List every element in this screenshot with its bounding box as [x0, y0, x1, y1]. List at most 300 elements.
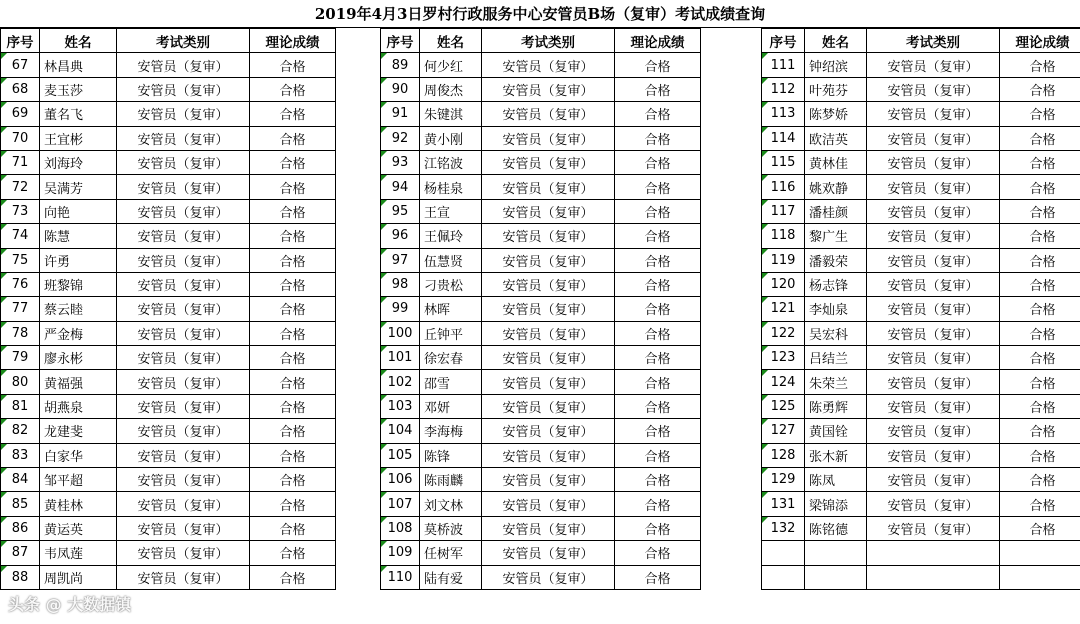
row-name[interactable]: 黄桂林	[40, 492, 117, 516]
row-name[interactable]: 黄林佳	[805, 150, 867, 174]
row-name[interactable]: 吴满芳	[40, 175, 117, 199]
cell-indicator-icon	[1, 249, 7, 255]
row-category[interactable]: 安管员（复审）	[867, 126, 1000, 150]
row-name[interactable]: 黄小刚	[420, 126, 482, 150]
cell-indicator-icon	[1, 102, 7, 108]
row-result[interactable]: 合格	[250, 492, 336, 516]
row-result[interactable]: 合格	[1000, 77, 1080, 101]
row-number[interactable]	[381, 53, 420, 77]
row-result[interactable]: 合格	[1000, 53, 1080, 77]
row-number-text: 123	[770, 350, 796, 366]
row-category[interactable]: 安管员（复审）	[117, 565, 250, 589]
row-category[interactable]: 安管员（复审）	[117, 199, 250, 223]
table-row	[762, 53, 1080, 77]
cell-indicator-icon	[1, 273, 7, 279]
row-number[interactable]	[381, 370, 420, 394]
row-number[interactable]	[1, 565, 40, 589]
row-category[interactable]: 安管员（复审）	[117, 443, 250, 467]
row-name[interactable]: 王宣	[420, 199, 482, 223]
row-number[interactable]	[381, 297, 420, 321]
row-category[interactable]: 安管员（复审）	[482, 248, 615, 272]
row-result[interactable]: 合格	[1000, 297, 1080, 321]
row-category[interactable]: 安管员（复审）	[867, 321, 1000, 345]
cell-indicator-icon	[1, 175, 7, 181]
row-number[interactable]	[381, 443, 420, 467]
row-category[interactable]: 安管员（复审）	[867, 346, 1000, 370]
row-number[interactable]	[381, 346, 420, 370]
row-name[interactable]: 邵雪	[420, 370, 482, 394]
row-result[interactable]: 合格	[250, 516, 336, 540]
row-category[interactable]: 安管员（复审）	[482, 516, 615, 540]
row-number[interactable]	[381, 321, 420, 345]
row-result[interactable]: 合格	[615, 102, 701, 126]
row-category[interactable]: 安管员（复审）	[117, 492, 250, 516]
row-number[interactable]	[1, 516, 40, 540]
row-result[interactable]: 合格	[615, 77, 701, 101]
row-number[interactable]	[1, 150, 40, 174]
row-result[interactable]: 合格	[615, 248, 701, 272]
row-number[interactable]	[762, 321, 805, 345]
row-category[interactable]: 安管员（复审）	[482, 468, 615, 492]
row-category[interactable]: 安管员（复审）	[117, 346, 250, 370]
row-number-text: 117	[770, 203, 796, 219]
row-number[interactable]	[381, 175, 420, 199]
row-result[interactable]: 合格	[1000, 419, 1080, 443]
row-result[interactable]: 合格	[615, 516, 701, 540]
row-result[interactable]: 合格	[250, 394, 336, 418]
row-category[interactable]: 安管员（复审）	[867, 297, 1000, 321]
row-result[interactable]: 合格	[1000, 150, 1080, 174]
row-category[interactable]: 安管员（复审）	[482, 272, 615, 296]
row-number[interactable]	[381, 126, 420, 150]
row-result[interactable]: 合格	[250, 321, 336, 345]
row-number[interactable]	[1, 224, 40, 248]
row-category[interactable]: 安管员（复审）	[867, 492, 1000, 516]
row-category[interactable]: 安管员（复审）	[117, 77, 250, 101]
row-name[interactable]: 王佩玲	[420, 224, 482, 248]
row-number[interactable]	[381, 492, 420, 516]
row-category[interactable]: 安管员（复审）	[482, 126, 615, 150]
row-number-text: 85	[11, 496, 29, 512]
table-row	[381, 419, 701, 443]
row-number[interactable]	[381, 541, 420, 565]
row-name[interactable]: 朱荣兰	[805, 370, 867, 394]
row-result[interactable]: 合格	[250, 370, 336, 394]
row-result[interactable]: 合格	[250, 199, 336, 223]
row-result[interactable]: 合格	[615, 321, 701, 345]
row-category[interactable]: 安管员（复审）	[482, 77, 615, 101]
row-number[interactable]	[1, 370, 40, 394]
row-number[interactable]	[762, 370, 805, 394]
row-result[interactable]: 合格	[250, 53, 336, 77]
row-result[interactable]: 合格	[250, 126, 336, 150]
row-result[interactable]: 合格	[615, 53, 701, 77]
row-name[interactable]: 麦玉莎	[40, 77, 117, 101]
row-name[interactable]: 黄福强	[40, 370, 117, 394]
row-number[interactable]	[762, 126, 805, 150]
row-number[interactable]	[381, 102, 420, 126]
row-category[interactable]: 安管员（复审）	[867, 150, 1000, 174]
row-result[interactable]: 合格	[615, 297, 701, 321]
row-number[interactable]	[1, 492, 40, 516]
row-number[interactable]	[381, 199, 420, 223]
row-name[interactable]: 周俊杰	[420, 77, 482, 101]
row-number[interactable]	[1, 77, 40, 101]
row-number[interactable]	[381, 224, 420, 248]
row-result[interactable]: 合格	[615, 370, 701, 394]
row-number[interactable]	[762, 248, 805, 272]
row-number[interactable]	[762, 199, 805, 223]
row-name[interactable]: 任树军	[420, 541, 482, 565]
row-name[interactable]: 江铭波	[420, 150, 482, 174]
row-category[interactable]: 安管员（复审）	[482, 53, 615, 77]
row-name[interactable]: 龙建斐	[40, 419, 117, 443]
row-category[interactable]: 安管员（复审）	[482, 297, 615, 321]
row-number[interactable]	[762, 297, 805, 321]
row-result[interactable]: 合格	[250, 77, 336, 101]
row-category[interactable]: 安管员（复审）	[482, 370, 615, 394]
row-number[interactable]	[762, 150, 805, 174]
cell-indicator-icon	[762, 468, 768, 474]
row-number[interactable]	[1, 419, 40, 443]
row-number[interactable]	[381, 77, 420, 101]
row-category[interactable]: 安管员（复审）	[117, 370, 250, 394]
row-number-text: 109	[387, 545, 413, 561]
row-result[interactable]: 合格	[1000, 492, 1080, 516]
row-category[interactable]: 安管员（复审）	[482, 224, 615, 248]
cell-indicator-icon	[762, 444, 768, 450]
cell-indicator-icon	[762, 419, 768, 425]
cell-indicator-icon	[381, 492, 387, 498]
row-name[interactable]	[805, 541, 867, 565]
row-name[interactable]: 陈慧	[40, 224, 117, 248]
row-category[interactable]: 安管员（复审）	[117, 102, 250, 126]
row-result[interactable]: 合格	[250, 224, 336, 248]
row-result[interactable]: 合格	[1000, 516, 1080, 540]
row-category[interactable]: 安管员（复审）	[482, 199, 615, 223]
row-number[interactable]	[381, 248, 420, 272]
row-name[interactable]: 蔡云睦	[40, 297, 117, 321]
row-category[interactable]: 安管员（复审）	[482, 346, 615, 370]
row-category[interactable]: 安管员（复审）	[117, 53, 250, 77]
row-number[interactable]	[762, 53, 805, 77]
row-result[interactable]: 合格	[250, 565, 336, 589]
cell-indicator-icon	[762, 492, 768, 498]
row-number[interactable]	[762, 346, 805, 370]
row-name[interactable]: 丘钟平	[420, 321, 482, 345]
row-result[interactable]: 合格	[250, 150, 336, 174]
row-number-text: 115	[770, 155, 796, 171]
row-number-text: 82	[11, 423, 29, 439]
row-category[interactable]: 安管员（复审）	[117, 541, 250, 565]
row-category[interactable]: 安管员（复审）	[867, 77, 1000, 101]
row-name[interactable]: 杨志锋	[805, 272, 867, 296]
cell-indicator-icon	[762, 200, 768, 206]
row-result[interactable]: 合格	[615, 175, 701, 199]
row-result[interactable]: 合格	[1000, 272, 1080, 296]
row-name[interactable]: 姚欢静	[805, 175, 867, 199]
row-name[interactable]: 胡燕泉	[40, 394, 117, 418]
row-result[interactable]: 合格	[1000, 175, 1080, 199]
row-result[interactable]: 合格	[615, 224, 701, 248]
row-result[interactable]: 合格	[250, 346, 336, 370]
row-name[interactable]: 陈锋	[420, 443, 482, 467]
cell-indicator-icon	[381, 175, 387, 181]
row-number[interactable]	[1, 199, 40, 223]
row-name[interactable]: 白家华	[40, 443, 117, 467]
row-result[interactable]: 合格	[615, 492, 701, 516]
row-number[interactable]	[381, 272, 420, 296]
row-number[interactable]	[1, 53, 40, 77]
row-number[interactable]	[381, 468, 420, 492]
row-number[interactable]	[762, 516, 805, 540]
row-number-text: 112	[770, 81, 796, 97]
row-result[interactable]: 合格	[250, 419, 336, 443]
row-name[interactable]: 邹平超	[40, 468, 117, 492]
row-name[interactable]: 黎广生	[805, 224, 867, 248]
row-category[interactable]: 安管员（复审）	[482, 565, 615, 589]
row-result[interactable]: 合格	[250, 248, 336, 272]
row-category[interactable]: 安管员（复审）	[117, 419, 250, 443]
row-number[interactable]	[1, 126, 40, 150]
row-result[interactable]: 合格	[615, 199, 701, 223]
row-name[interactable]: 李海梅	[420, 419, 482, 443]
row-name[interactable]: 林晖	[420, 297, 482, 321]
row-result[interactable]: 合格	[1000, 224, 1080, 248]
row-name[interactable]: 张木新	[805, 443, 867, 467]
row-number[interactable]	[1, 541, 40, 565]
row-result[interactable]: 合格	[615, 150, 701, 174]
row-category[interactable]: 安管员（复审）	[482, 492, 615, 516]
row-number[interactable]	[1, 102, 40, 126]
row-name[interactable]: 莫桥波	[420, 516, 482, 540]
row-name[interactable]: 李灿泉	[805, 297, 867, 321]
table-row	[1, 297, 336, 321]
row-category[interactable]: 安管员（复审）	[482, 419, 615, 443]
row-name[interactable]: 陈雨麟	[420, 468, 482, 492]
row-number[interactable]	[1, 248, 40, 272]
row-category[interactable]: 安管员（复审）	[867, 468, 1000, 492]
row-category[interactable]: 安管员（复审）	[867, 53, 1000, 77]
row-number[interactable]	[762, 492, 805, 516]
row-number[interactable]	[762, 419, 805, 443]
row-name[interactable]: 梁锦添	[805, 492, 867, 516]
row-category[interactable]: 安管员（复审）	[482, 102, 615, 126]
row-name[interactable]: 徐宏春	[420, 346, 482, 370]
row-result[interactable]	[1000, 541, 1080, 565]
row-number[interactable]	[762, 77, 805, 101]
row-number[interactable]	[381, 150, 420, 174]
row-category[interactable]: 安管员（复审）	[117, 126, 250, 150]
row-category[interactable]: 安管员（复审）	[482, 394, 615, 418]
row-number[interactable]	[1, 394, 40, 418]
row-name[interactable]: 林昌典	[40, 53, 117, 77]
row-name[interactable]: 陈铭德	[805, 516, 867, 540]
row-name[interactable]: 陈凤	[805, 468, 867, 492]
row-result[interactable]: 合格	[615, 468, 701, 492]
row-number[interactable]	[1, 297, 40, 321]
row-name[interactable]: 陈勇辉	[805, 394, 867, 418]
row-number-text: 107	[387, 496, 413, 512]
row-result[interactable]: 合格	[250, 102, 336, 126]
table-row	[381, 175, 701, 199]
table-row	[1, 248, 336, 272]
row-name[interactable]: 伍慧贤	[420, 248, 482, 272]
row-category[interactable]: 安管员（复审）	[117, 297, 250, 321]
row-result[interactable]	[1000, 565, 1080, 589]
row-result[interactable]: 合格	[1000, 321, 1080, 345]
row-category[interactable]: 安管员（复审）	[867, 175, 1000, 199]
row-name[interactable]	[805, 565, 867, 589]
row-number[interactable]	[1, 321, 40, 345]
row-number[interactable]	[1, 346, 40, 370]
row-result[interactable]: 合格	[1000, 394, 1080, 418]
row-number-text: 78	[11, 325, 29, 341]
row-name[interactable]: 何少红	[420, 53, 482, 77]
row-name[interactable]: 周凯尚	[40, 565, 117, 589]
row-category[interactable]: 安管员（复审）	[117, 394, 250, 418]
row-category[interactable]: 安管员（复审）	[867, 370, 1000, 394]
row-category[interactable]: 安管员（复审）	[117, 468, 250, 492]
row-category[interactable]: 安管员（复审）	[867, 272, 1000, 296]
cell-indicator-icon	[762, 151, 768, 157]
row-category[interactable]: 安管员（复审）	[482, 321, 615, 345]
row-name[interactable]: 廖永彬	[40, 346, 117, 370]
row-category[interactable]: 安管员（复审）	[867, 443, 1000, 467]
row-result[interactable]: 合格	[250, 541, 336, 565]
row-result[interactable]: 合格	[250, 443, 336, 467]
row-result[interactable]: 合格	[1000, 443, 1080, 467]
row-number[interactable]	[1, 175, 40, 199]
row-name[interactable]: 潘桂颜	[805, 199, 867, 223]
row-number[interactable]	[1, 468, 40, 492]
row-result[interactable]: 合格	[615, 126, 701, 150]
row-result[interactable]: 合格	[615, 565, 701, 589]
row-name[interactable]: 欧洁英	[805, 126, 867, 150]
row-category[interactable]: 安管员（复审）	[482, 150, 615, 174]
row-number[interactable]	[762, 468, 805, 492]
row-category[interactable]	[867, 541, 1000, 565]
row-name[interactable]: 叶苑芬	[805, 77, 867, 101]
row-name[interactable]: 杨桂泉	[420, 175, 482, 199]
row-category[interactable]: 安管员（复审）	[117, 175, 250, 199]
row-result[interactable]: 合格	[615, 443, 701, 467]
row-number-text: 129	[770, 472, 796, 488]
row-category[interactable]: 安管员（复审）	[117, 224, 250, 248]
row-category[interactable]: 安管员（复审）	[117, 248, 250, 272]
row-number[interactable]	[381, 516, 420, 540]
row-name[interactable]: 潘毅荣	[805, 248, 867, 272]
cell-indicator-icon	[381, 249, 387, 255]
row-name[interactable]: 陆有爱	[420, 565, 482, 589]
row-result[interactable]: 合格	[250, 297, 336, 321]
row-category[interactable]: 安管员（复审）	[867, 394, 1000, 418]
row-name[interactable]: 许勇	[40, 248, 117, 272]
row-number[interactable]	[762, 272, 805, 296]
row-category[interactable]: 安管员（复审）	[117, 516, 250, 540]
row-name[interactable]: 钟绍滨	[805, 53, 867, 77]
row-number[interactable]	[1, 272, 40, 296]
row-name[interactable]: 韦凤莲	[40, 541, 117, 565]
row-number-text: 90	[391, 81, 409, 97]
row-category[interactable]: 安管员（复审）	[867, 516, 1000, 540]
row-result[interactable]: 合格	[1000, 370, 1080, 394]
row-result[interactable]: 合格	[1000, 248, 1080, 272]
row-number[interactable]	[381, 419, 420, 443]
row-number[interactable]	[1, 443, 40, 467]
row-name[interactable]: 吕结兰	[805, 346, 867, 370]
row-name[interactable]: 班黎锦	[40, 272, 117, 296]
row-name[interactable]: 黄运英	[40, 516, 117, 540]
row-name[interactable]: 陈梦娇	[805, 102, 867, 126]
table-row	[1, 126, 336, 150]
cell-indicator-icon	[1, 444, 7, 450]
row-result[interactable]: 合格	[615, 394, 701, 418]
row-result[interactable]: 合格	[1000, 102, 1080, 126]
row-result[interactable]: 合格	[615, 541, 701, 565]
row-number[interactable]	[381, 565, 420, 589]
row-number[interactable]	[762, 394, 805, 418]
row-category[interactable]	[867, 565, 1000, 589]
row-result[interactable]: 合格	[615, 419, 701, 443]
row-number[interactable]	[381, 394, 420, 418]
row-result[interactable]: 合格	[1000, 126, 1080, 150]
row-name[interactable]: 邓妍	[420, 394, 482, 418]
row-result[interactable]: 合格	[250, 175, 336, 199]
row-number[interactable]	[762, 443, 805, 467]
row-category[interactable]: 安管员（复审）	[482, 541, 615, 565]
row-name[interactable]: 严金梅	[40, 321, 117, 345]
row-category[interactable]: 安管员（复审）	[867, 199, 1000, 223]
row-category[interactable]: 安管员（复审）	[867, 102, 1000, 126]
row-category[interactable]: 安管员（复审）	[482, 175, 615, 199]
row-result[interactable]: 合格	[250, 468, 336, 492]
row-result[interactable]: 合格	[1000, 346, 1080, 370]
row-name[interactable]: 向艳	[40, 199, 117, 223]
row-result[interactable]: 合格	[615, 346, 701, 370]
row-name[interactable]: 董名飞	[40, 102, 117, 126]
row-category[interactable]: 安管员（复审）	[867, 248, 1000, 272]
row-number-text: 111	[770, 57, 796, 73]
row-category[interactable]: 安管员（复审）	[867, 224, 1000, 248]
header-name: 姓名	[805, 29, 867, 53]
row-category[interactable]: 安管员（复审）	[117, 150, 250, 174]
row-number[interactable]	[762, 541, 805, 565]
row-name[interactable]: 刁贵松	[420, 272, 482, 296]
row-number[interactable]	[762, 102, 805, 126]
cell-indicator-icon	[1, 346, 7, 352]
row-name[interactable]: 刘文林	[420, 492, 482, 516]
header-row	[762, 29, 1080, 53]
row-result[interactable]: 合格	[250, 272, 336, 296]
row-name[interactable]: 刘海玲	[40, 150, 117, 174]
row-category[interactable]: 安管员（复审）	[482, 443, 615, 467]
row-result[interactable]: 合格	[615, 272, 701, 296]
row-number[interactable]	[762, 175, 805, 199]
row-number[interactable]	[762, 565, 805, 589]
row-name[interactable]: 朱键淇	[420, 102, 482, 126]
row-name[interactable]: 王宜彬	[40, 126, 117, 150]
row-category[interactable]: 安管员（复审）	[117, 321, 250, 345]
row-name[interactable]: 黄国铨	[805, 419, 867, 443]
row-result[interactable]: 合格	[1000, 199, 1080, 223]
row-number[interactable]	[762, 224, 805, 248]
row-category[interactable]: 安管员（复审）	[867, 419, 1000, 443]
cell-indicator-icon	[762, 249, 768, 255]
row-result[interactable]: 合格	[1000, 468, 1080, 492]
row-category[interactable]: 安管员（复审）	[117, 272, 250, 296]
row-name[interactable]: 吴宏科	[805, 321, 867, 345]
